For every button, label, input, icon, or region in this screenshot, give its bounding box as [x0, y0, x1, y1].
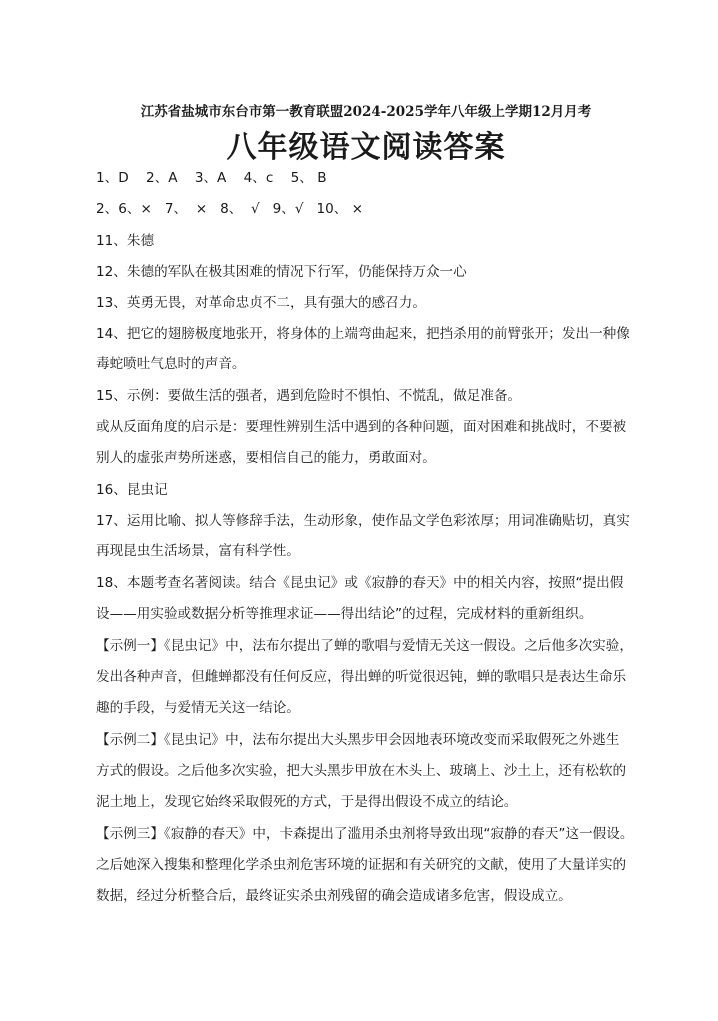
answers-row-1: 1、D 2、A 3、A 4、c 5、 B — [96, 170, 327, 186]
page-title: 八年级语文阅读答案 — [226, 130, 506, 165]
example-3-line-1: 【示例三】《寂静的春天》中，卡森提出了滥用杀虫剂将导致出现“寂静的春天”这一假设。 — [96, 826, 634, 842]
example-1-line-2: 发出各种声音，但雌蝉都没有任何反应，得出蝉的听觉很迟钝，蝉的歌唱只是表达生命乐 — [96, 669, 627, 685]
answer-15-line-3: 别人的虚张声势所迷惑，要相信自己的能力，勇敢面对。 — [96, 450, 436, 466]
answers-row-2: 2、6、× 7、 × 8、 √ 9、√ 10、 × — [96, 201, 364, 217]
example-2-line-2: 方式的假设。之后他多次实验，把大头黑步甲放在木头上、玻璃上、沙土上，还有松软的 — [96, 763, 627, 779]
answer-18-line-1: 18、本题考查名著阅读。结合《昆虫记》或《寂静的春天》中的相关内容，按照“提出假 — [96, 575, 624, 591]
answer-17-line-1: 17、运用比喻、拟人等修辞手法，生动形象，使作品文学色彩浓厚；用词准确贴切，真实 — [96, 513, 630, 529]
example-2-line-3: 泥土地上，发现它始终采取假死的方式，于是得出假设不成立的结论。 — [96, 794, 518, 810]
answer-18-line-2: 设——用实验或数据分析等推理求证——得出结论”的过程，完成材料的重新组织。 — [96, 606, 593, 622]
answer-14-line-1: 14、把它的翅膀极度地张开，将身体的上端弯曲起来，把挡杀用的前臂张开；发出一种像 — [96, 326, 630, 342]
answer-13: 13、英勇无畏，对革命忠贞不二，具有强大的感召力。 — [96, 295, 426, 311]
answer-11: 11、朱德 — [96, 233, 155, 249]
exam-header: 江苏省盐城市东台市第一教育联盟2024-2025学年八年级上学期12月月考 — [140, 104, 592, 120]
example-3-line-2: 之后她深入搜集和整理化学杀虫剂危害环境的证据和有关研究的文献，使用了大量详实的 — [96, 857, 627, 873]
answer-17-line-2: 再现昆虫生活场景，富有科学性。 — [96, 543, 300, 559]
answer-16: 16、昆虫记 — [96, 482, 168, 498]
answer-15-line-1: 15、示例：要做生活的强者，遇到危险时不惧怕、不慌乱，做足准备。 — [96, 388, 522, 404]
example-2-line-1: 【示例二】《昆虫记》中，法布尔提出大头黑步甲会因地表环境改变而采取假死之外逃生 — [96, 732, 620, 748]
answer-12: 12、朱德的军队在极其困难的情况下行军，仍能保持万众一心 — [96, 264, 467, 280]
example-1-line-3: 趣的手段，与爱情无关这一结论。 — [96, 700, 300, 716]
example-1-line-1: 【示例一】《昆虫记》中，法布尔提出了蝉的歌唱与爱情无关这一假设。之后他多次实验， — [96, 638, 633, 654]
answer-14-line-2: 毒蛇喷吐气息时的声音。 — [96, 356, 246, 372]
example-3-line-3: 数据，经过分析整合后，最终证实杀虫剂残留的确会造成诸多危害，假设成立。 — [96, 888, 572, 904]
answer-15-line-2: 或从反面角度的启示是：要理性辨别生活中遇到的各种问题，面对困难和挑战时，不要被 — [96, 419, 627, 435]
